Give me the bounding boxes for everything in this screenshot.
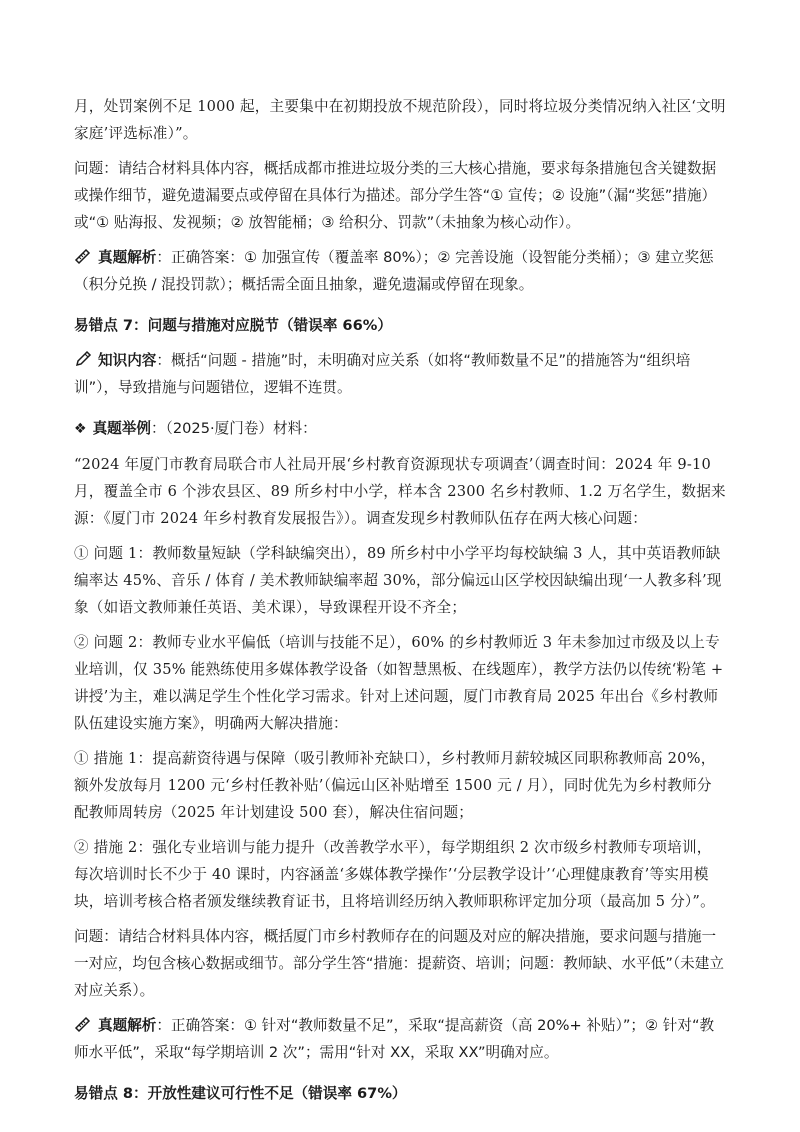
knowledge-text: ：概括“问题 - 措施”时，未明确对应关系（如将“教师数量不足”的措施答为“组织培训”），导致措施与问题错位，逻辑不连贯。 xyxy=(74,352,691,396)
material-intro: “2024 年厦门市教育局联合市人社局开展‘乡村教育资源现状专项调查’（调查时间：2024 年 9-10 月，覆盖全市 6 个涉农县区、89 所乡村中小学，样本含 2300 名乡村教师、1.2 万名学生，数据来源：《厦门市 2024 年乡村教育发展报告》）。调查发现乡村教师队伍存在两大核心问题： xyxy=(74,456,726,527)
analysis-paragraph xyxy=(74,244,726,298)
analysis-paragraph-2 xyxy=(74,1012,726,1066)
example-paragraph xyxy=(74,415,726,443)
ruler-pencil-icon xyxy=(74,1015,92,1033)
knowledge-label: 知识内容 xyxy=(98,352,157,369)
problem-1: ① 问题 1：教师数量短缺（学科缺编突出），89 所乡村中小学平均每校缺编 3 人，其中英语教师缺编率达 45%、音乐 / 体育 / 美术教师缺编率超 30%，部分偏远山区学校因缺编出现‘一人教多科’现象（如语文教师兼任英语、美术课），导致课程开设不齐全； xyxy=(74,545,722,616)
measure-2: ② 措施 2：强化专业培训与能力提升（改善教学水平），每学期组织 2 次市级乡村教师专项培训，每次培训时长不少于 40 课时，内容涵盖‘多媒体教学操作’‘分层教学设计’‘心理健康教育’等实用模块，培训考核合格者颁发继续教育证书，且将培训经历纳入教师职称评定加分项（最高加 5 分）”。 xyxy=(74,839,715,910)
analysis-text: ：正确答案：① 加强宣传（覆盖率 80%）；② 完善设施（设智能分类桶）；③ 建立奖惩（积分兑换 / 混投罚款）；概括需全面且抽象，避免遗漏或停留在现象。 xyxy=(74,249,714,293)
example-label: 真题举例 xyxy=(92,420,151,437)
analysis-text-2: ：正确答案：① 针对“教师数量不足”，采取“提高薪资（高 20%+ 补贴）”；② 针对“教师水平低”，采取“每学期培训 2 次”；需用“针对 XX，采取 XX”明确对应。 xyxy=(74,1017,715,1061)
pencil-icon xyxy=(74,350,92,368)
analysis-label: 真题解析 xyxy=(98,249,157,266)
ruler-pencil-icon xyxy=(74,247,92,265)
material-continuation: 月，处罚案例不足 1000 起，主要集中在初期投放不规范阶段），同时将垃圾分类情况纳入社区‘文明家庭’评选标准）”。 xyxy=(74,98,726,142)
analysis-label-2: 真题解析 xyxy=(98,1017,157,1034)
section-heading-8: 易错点 8：开放性建议可行性不足（错误率 67%） xyxy=(74,1085,407,1102)
question-paragraph-2: 问题：请结合材料具体内容，概括厦门市乡村教师存在的问题及对应的解决措施，要求问题与措施一一对应，均包含核心数据或细节。部分学生答“措施：提薪资、培训；问题：教师缺、水平低”（未建立对应关系）。 xyxy=(74,928,724,999)
problem-2: ② 问题 2：教师专业水平偏低（培训与技能不足），60% 的乡村教师近 3 年未参加过市级及以上专业培训，仅 35% 能熟练使用多媒体教学设备（如智慧黑板、在线题库），教学方法仍以传统‘粉笔 + 讲授’为主，难以满足学生个性化学习需求。针对上述问题，厦门市教育局 2025 年出台《乡村教师队伍建设实施方案》，明确两大解决措施： xyxy=(74,634,724,732)
measure-1: ① 措施 1：提高薪资待遇与保障（吸引教师补充缺口），乡村教师月薪较城区同职称教师高 20%，额外发放每月 1200 元‘乡村任教补贴’（偏远山区补贴增至 1500 元 / 月），同时优先为乡村教师分配教师周转房（2025 年计划建设 500 套），解决住宿问题； xyxy=(74,750,716,821)
question-paragraph: 问题：请结合材料具体内容，概括成都市推进垃圾分类的三大核心措施，要求每条措施包含关键数据或操作细节，避免遗漏要点或停留在具体行为描述。部分学生答“① 宣传；② 设施”（漏“奖惩”措施）或“① 贴海报、发视频；② 放智能桶；③ 给积分、罚款”（未抽象为核心动作）。 xyxy=(74,160,717,231)
example-text: ：（2025·厦门卷）材料： xyxy=(150,420,317,437)
diamond-bullet-icon: ❖ xyxy=(74,421,87,437)
section-heading-7: 易错点 7：问题与措施对应脱节（错误率 66%） xyxy=(74,317,392,334)
knowledge-paragraph xyxy=(74,347,726,401)
